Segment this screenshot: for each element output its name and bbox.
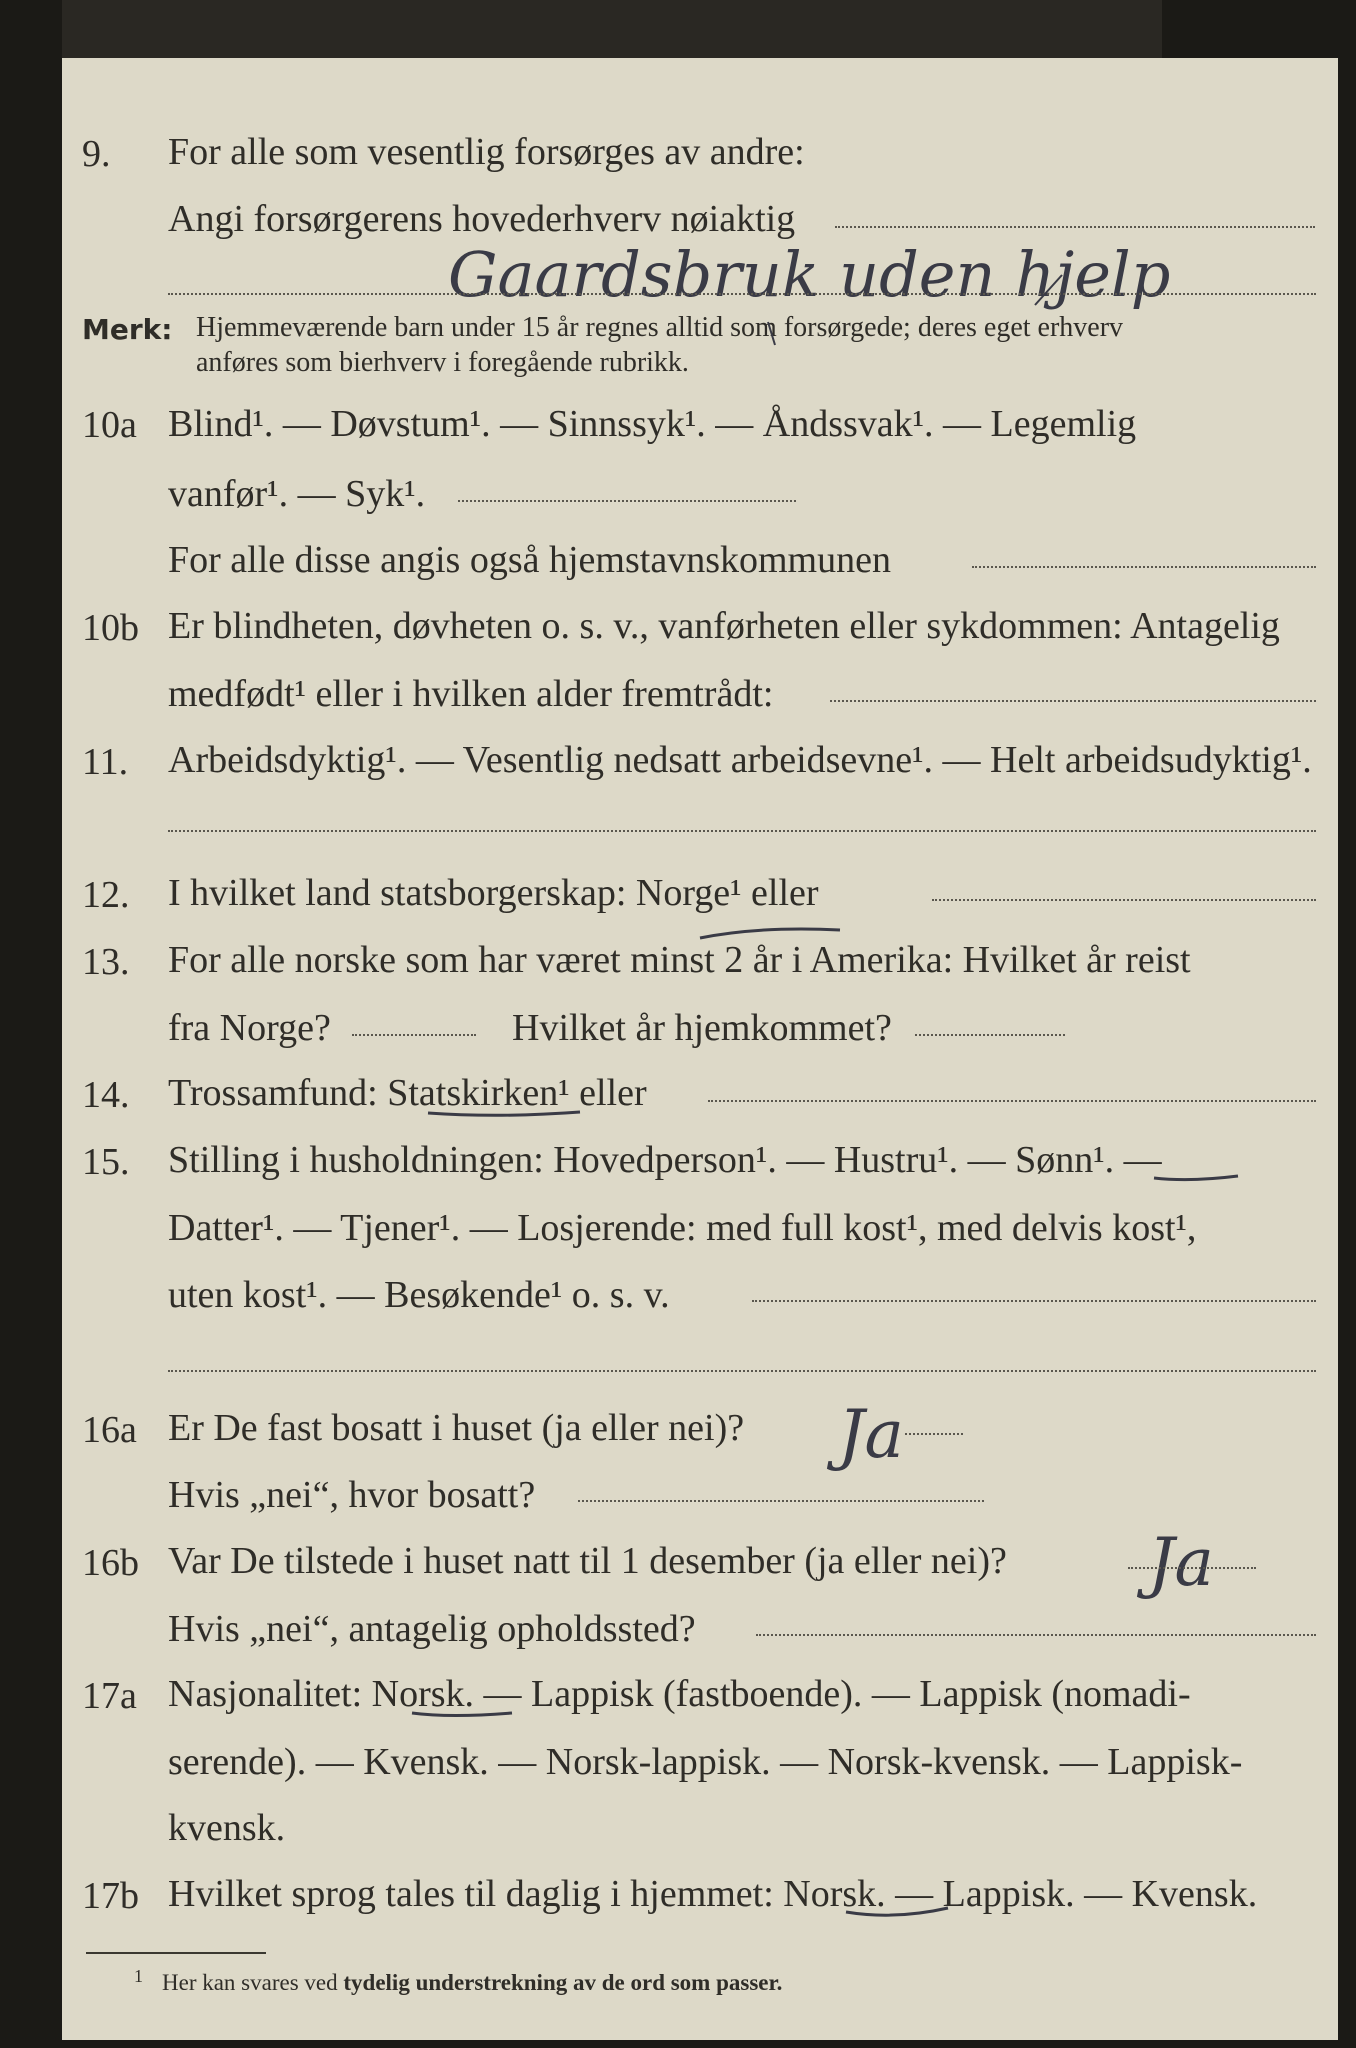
q16a-number: 16a <box>82 1409 137 1451</box>
q16b-line1: Var De tilstede i huset natt til 1 desember (ja eller nei)? <box>168 1540 1007 1582</box>
q13-line2b: Hvilket år hjemkommet? <box>512 1007 892 1049</box>
q17b-number: 17b <box>82 1875 139 1917</box>
q10b-number: 10b <box>82 607 139 649</box>
q13-hjemkommet-dots <box>915 1034 1065 1036</box>
q15-number: 15. <box>82 1141 130 1183</box>
footnote-text-plain: Her kan svares ved <box>162 1970 338 1995</box>
q11-answer-line <box>168 830 1316 832</box>
merk-label: Merk: <box>82 313 173 346</box>
q10b-line1: Er blindheten, døvheten o. s. v., vanførheten eller sykdommen: Antagelig <box>168 605 1280 647</box>
q11-number: 11. <box>82 741 129 783</box>
q9-handwritten-answer[interactable]: Gaardsbruk uden hjelp <box>448 238 1171 311</box>
q17a-line1: Nasjonalitet: Norsk. — Lappisk (fastboende). — Lappisk (nomadi- <box>168 1673 1191 1715</box>
footnote-rule <box>86 1952 266 1954</box>
q12-number: 12. <box>82 874 130 916</box>
q10a-line3-dots <box>972 566 1316 568</box>
q16b-line2: Hvis „nei“, antagelig opholdssted? <box>168 1608 696 1650</box>
q11-line1: Arbeidsdyktig¹. — Vesentlig nedsatt arbeidsevne¹. — Helt arbeidsudyktig¹. <box>168 739 1312 781</box>
q10b-line2: medfødt¹ eller i hvilken alder fremtrådt: <box>168 673 774 715</box>
q15-line2: Datter¹. — Tjener¹. — Losjerende: med full kost¹, med delvis kost¹, <box>168 1207 1197 1249</box>
q14-line1: Trossamfund: Statskirken¹ eller <box>168 1072 647 1114</box>
q13-number: 13. <box>82 941 130 983</box>
q16a-line2: Hvis „nei“, hvor bosatt? <box>168 1474 536 1516</box>
q10a-line3: For alle disse angis også hjemstavnskommunen <box>168 539 891 581</box>
q17b-line1: Hvilket sprog tales til daglig i hjemmet: Norsk. — Lappisk. — Kvensk. <box>168 1873 1258 1915</box>
q15-line1: Stilling i husholdningen: Hovedperson¹. — Hustru¹. — Sønn¹. — <box>168 1139 1162 1181</box>
q16a-line1: Er De fast bosatt i huset (ja eller nei)? <box>168 1407 745 1449</box>
q15-line3-dots <box>752 1300 1316 1302</box>
q13-line1: For alle norske som har været minst 2 år i Amerika: Hvilket år reist <box>168 939 1191 981</box>
q13-reist-dots <box>352 1034 476 1036</box>
q10b-line2-dots <box>830 700 1316 702</box>
q17a-number: 17a <box>82 1675 137 1717</box>
q15-answer-line <box>168 1370 1316 1372</box>
q13-line2a: fra Norge? <box>168 1007 331 1049</box>
q9-number: 9. <box>82 133 111 175</box>
q17a-line3: kvensk. <box>168 1807 286 1849</box>
q10a-line2-dots <box>458 500 796 502</box>
q15-line3: uten kost¹. — Besøkende¹ o. s. v. <box>168 1274 670 1316</box>
q16a-handwritten-answer[interactable]: Ja <box>838 1396 904 1473</box>
q10a-line2: vanfør¹. — Syk¹. <box>168 473 426 515</box>
q17a-line2: serende). — Kvensk. — Norsk-lappisk. — Norsk-kvensk. — Lappisk- <box>168 1741 1243 1783</box>
q14-dots <box>708 1100 1316 1102</box>
footnote-text <box>162 1970 782 1996</box>
merk-line1: Hjemmeværende barn under 15 år regnes alltid som forsørgede; deres eget erhverv <box>196 312 1124 343</box>
q16a-line2-dots <box>578 1500 984 1502</box>
q10a-number: 10a <box>82 404 137 446</box>
merk-line2: anføres som bierhverv i foregående rubrikk. <box>196 347 689 378</box>
q12-line1: I hvilket land statsborgerskap: Norge¹ eller <box>168 872 819 914</box>
scan-edge-top <box>62 0 1162 58</box>
q16b-dots <box>1128 1567 1256 1569</box>
q9-line1: For alle som vesentlig forsørges av andre: <box>168 131 805 173</box>
q16b-handwritten-answer[interactable]: Ja <box>1148 1524 1214 1601</box>
q9-answer-line2 <box>168 293 1316 295</box>
q12-dots <box>932 899 1316 901</box>
q9-answer-line1 <box>835 226 1315 228</box>
q9-line2: Angi forsørgerens hovederhverv nøiaktig <box>168 198 796 240</box>
q10a-line1: Blind¹. — Døvstum¹. — Sinnssyk¹. — Åndssvak¹. — Legemlig <box>168 403 1137 445</box>
footnote-mark: 1 <box>134 1966 143 1986</box>
q16a-dots <box>905 1433 963 1435</box>
footnote-text-bold: tydelig understrekning av de ord som passer. <box>343 1970 783 1995</box>
q16b-number: 16b <box>82 1542 139 1584</box>
q14-number: 14. <box>82 1074 130 1116</box>
q16b-line2-dots <box>756 1634 1316 1636</box>
